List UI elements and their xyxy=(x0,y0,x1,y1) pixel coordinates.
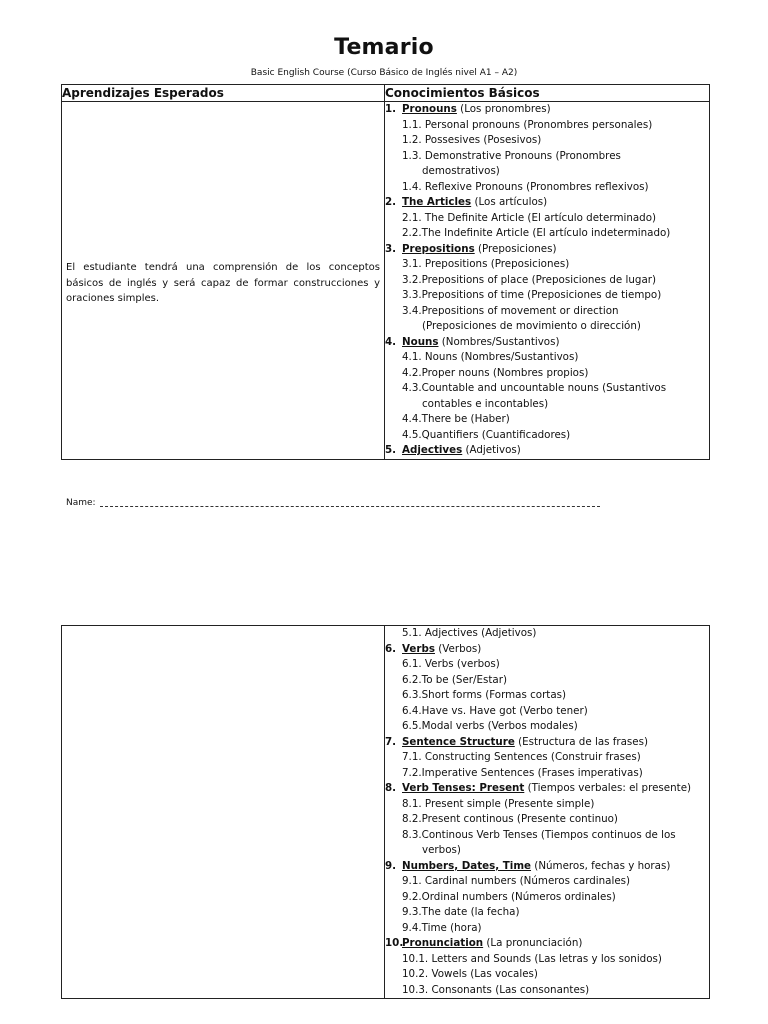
subtopic-item: 3.2.Prepositions of place (Preposiciones de lugar) xyxy=(402,273,657,286)
topic-item xyxy=(385,642,709,658)
subtopic-item: 9.4.Time (hora) xyxy=(402,921,482,934)
topic-item xyxy=(385,102,709,118)
name-field xyxy=(66,498,600,508)
subtopic-item: 1.3. Demonstrative Pronouns (Pronombres xyxy=(402,149,621,162)
document-subtitle: Basic English Course (Curso Básico de Inglés nivel A1 – A2) xyxy=(250,68,518,78)
subtopic-item: 6.5.Modal verbs (Verbos modales) xyxy=(402,720,578,732)
subtopic-item: 1.4. Reflexive Pronouns (Pronombres reflexivos) xyxy=(402,180,649,193)
topic-item xyxy=(385,859,709,875)
subtopic-item: 6.4.Have vs. Have got (Verbo tener) xyxy=(402,704,588,717)
subtopic-item: 3.3.Prepositions of time (Preposiciones de tiempo) xyxy=(402,289,662,301)
topic-item xyxy=(385,443,709,459)
header-learning: Aprendizajes Esperados xyxy=(62,85,385,102)
subtopic-item: 4.4.There be (Haber) xyxy=(402,413,510,425)
header-knowledge: Conocimientos Básicos xyxy=(385,85,710,102)
subtopic-item: 8.3.Continous Verb Tenses (Tiempos continuos de los xyxy=(402,828,676,841)
topics-list xyxy=(385,102,710,460)
topic-translation: (Tiempos verbales: el presente) xyxy=(524,782,692,794)
topic-number: 9. xyxy=(385,859,397,872)
topic-number: 2. xyxy=(385,196,397,208)
subtopic-continuation: (Preposiciones de movimiento o dirección) xyxy=(422,320,641,332)
topic-translation: (Números, fechas y horas) xyxy=(531,859,671,872)
topic-number: 4. xyxy=(385,335,397,348)
topic-name: Adjectives xyxy=(402,444,463,456)
subtopic-item: 3.1. Prepositions (Preposiciones) xyxy=(402,258,570,270)
subtopic-item: 8.2.Present continous (Presente continuo) xyxy=(402,813,618,825)
subtopic-item: 5.1. Adjectives (Adjetivos) xyxy=(402,627,537,639)
topic-number: 6. xyxy=(385,642,397,655)
subtopic-item: 1.1. Personal pronouns (Pronombres personales) xyxy=(402,118,653,131)
subtopic-item: 6.2.To be (Ser/Estar) xyxy=(402,673,507,686)
topic-number: 7. xyxy=(385,735,397,748)
topic-translation: (Los artículos) xyxy=(471,196,548,208)
topic-translation: (Los pronombres) xyxy=(456,103,551,115)
topic-number: 5. xyxy=(385,444,397,456)
subtopic-item: 10.1. Letters and Sounds (Las letras y los sonidos) xyxy=(402,952,662,965)
subtopic-item: 2.2.The Indefinite Article (El artículo indeterminado) xyxy=(402,227,671,239)
subtopic-item: 7.2.Imperative Sentences (Frases imperativas) xyxy=(402,766,643,779)
topic-translation: (Preposiciones) xyxy=(474,242,557,255)
subtopic-item: 3.4.Prepositions of movement or direction xyxy=(402,304,619,317)
document-title: Temario xyxy=(334,35,434,60)
learning-description: El estudiante tendrá una comprensión de los conceptos básicos de inglés y será capaz de formar construcciones y oraciones simples. xyxy=(66,262,380,304)
topic-translation: (La pronunciación) xyxy=(483,937,583,949)
subtopic-item: 9.1. Cardinal numbers (Números cardinales) xyxy=(402,875,631,887)
topic-name: The Articles xyxy=(402,196,472,208)
subtopic-continuation: contables e incontables) xyxy=(422,397,549,410)
subtopic-item: 9.3.The date (la fecha) xyxy=(402,906,520,918)
subtopic-item: 4.3.Countable and uncountable nouns (Sustantivos xyxy=(402,382,667,394)
name-label: Name: xyxy=(66,498,96,508)
subtopic-item: 4.5.Quantifiers (Cuantificadores) xyxy=(402,428,571,441)
topic-number: 3. xyxy=(385,242,397,255)
topic-translation: (Verbos) xyxy=(434,642,482,655)
topic-item xyxy=(385,195,709,211)
topic-name: Pronouns xyxy=(402,103,457,115)
topic-name: Pronunciation xyxy=(402,937,484,949)
topic-name: Verb Tenses: Present xyxy=(402,782,525,794)
topics-list xyxy=(385,626,710,999)
topic-name: Numbers, Dates, Time xyxy=(402,859,532,872)
subtopic-item: 10.2. Vowels (Las vocales) xyxy=(402,968,538,980)
learning-cell-empty xyxy=(62,626,385,999)
topic-name: Nouns xyxy=(402,335,439,348)
subtopic-continuation: demostrativos) xyxy=(422,165,500,177)
subtopic-item: 8.1. Present simple (Presente simple) xyxy=(402,797,595,810)
topic-name: Prepositions xyxy=(402,242,475,255)
topic-translation: (Nombres/Sustantivos) xyxy=(438,335,560,348)
syllabus-table-page2 xyxy=(61,625,710,999)
subtopic-item: 9.2.Ordinal numbers (Números ordinales) xyxy=(402,890,616,903)
topic-item xyxy=(385,335,709,351)
subtopic-item: 4.1. Nouns (Nombres/Sustantivos) xyxy=(402,351,579,363)
topic-item xyxy=(385,242,709,258)
topic-name: Verbs xyxy=(402,642,435,655)
learning-cell xyxy=(62,102,385,460)
topic-item xyxy=(385,735,709,751)
name-blank-line xyxy=(100,498,600,507)
topic-number: 8. xyxy=(385,782,397,794)
topic-item xyxy=(385,936,709,952)
topic-translation: (Estructura de las frases) xyxy=(514,735,649,748)
topic-number: 1. xyxy=(385,103,397,115)
subtopic-item: 2.1. The Definite Article (El artículo determinado) xyxy=(402,211,657,224)
subtopic-item: 7.1. Constructing Sentences (Construir frases) xyxy=(402,751,641,763)
subtopic-continuation: verbos) xyxy=(422,844,461,856)
syllabus-table-page1 xyxy=(61,84,710,460)
subtopic-item: 6.1. Verbs (verbos) xyxy=(402,658,500,670)
subtopic-item: 10.3. Consonants (Las consonantes) xyxy=(402,983,590,996)
subtopic-item: 6.3.Short forms (Formas cortas) xyxy=(402,689,567,701)
topic-item xyxy=(385,781,709,797)
topic-name: Sentence Structure xyxy=(402,735,515,748)
topic-translation: (Adjetivos) xyxy=(462,444,521,456)
topic-number: 10. xyxy=(385,937,404,949)
subtopic-item: 1.2. Possesives (Posesivos) xyxy=(402,134,542,146)
subtopic-item: 4.2.Proper nouns (Nombres propios) xyxy=(402,366,589,379)
